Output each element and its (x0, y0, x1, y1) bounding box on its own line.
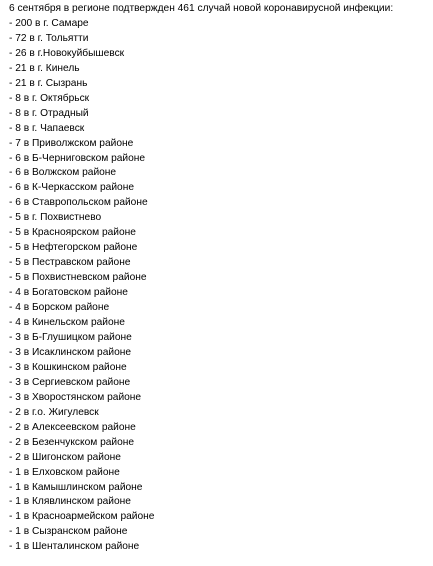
list-item: - 5 в Нефтегорском районе (9, 242, 138, 254)
list-item: - 5 в Красноярском районе (9, 227, 136, 239)
list-item: - 1 в Красноармейском районе (9, 511, 155, 523)
list-item: - 8 в г. Октябрьск (9, 92, 90, 104)
list-item: - 21 в г. Кинель (9, 62, 80, 74)
list-item: - 4 в Кинельском районе (9, 317, 125, 329)
list-item: - 3 в Сергиевском районе (9, 376, 131, 388)
list-item: - 8 в г. Отрадный (9, 107, 89, 119)
list-item: - 1 в Сызранском районе (9, 526, 128, 538)
list-item: - 1 в Камышлинском районе (9, 481, 143, 493)
list-item: - 5 в г. Похвистнево (9, 212, 102, 224)
case-list (9, 17, 427, 555)
list-item: - 5 в Пестравском районе (9, 257, 131, 269)
list-item: - 1 в Шенталинском районе (9, 541, 140, 553)
list-item: - 2 в Шигонском районе (9, 451, 121, 463)
list-item: - 5 в Похвистневском районе (9, 272, 147, 284)
list-item: - 3 в Исаклинском районе (9, 346, 132, 358)
list-item: - 26 в г.Новокуйбышевск (9, 47, 125, 59)
list-item: - 3 в Хворостянском районе (9, 391, 142, 403)
list-item: - 2 в г.о. Жигулевск (9, 406, 99, 418)
list-item: - 6 в Ставропольском районе (9, 197, 148, 209)
list-item: - 2 в Безенчукском районе (9, 436, 135, 448)
list-item: - 200 в г. Самаре (9, 17, 89, 29)
list-item: - 4 в Борском районе (9, 302, 110, 314)
list-item: - 3 в Кошкинском районе (9, 361, 127, 373)
list-item: - 6 в Б-Черниговском районе (9, 152, 146, 164)
list-item: - 21 в г. Сызрань (9, 77, 88, 89)
post-headline: 6 сентября в регионе подтвержден 461 случай новой коронавирусной инфекции: (9, 3, 394, 14)
list-item: - 8 в г. Чапаевск (9, 122, 85, 134)
list-item: - 1 в Елховском районе (9, 466, 120, 478)
list-item: - 3 в Б-Глушицком районе (9, 331, 132, 343)
list-item: - 6 в К-Черкасском районе (9, 182, 134, 194)
list-item: - 1 в Клявлинском районе (9, 496, 131, 508)
list-item: - 7 в Приволжском районе (9, 137, 134, 149)
list-item: - 2 в Алексеевском районе (9, 421, 136, 433)
list-item: - 4 в Богатовском районе (9, 287, 128, 299)
list-item: - 6 в Волжском районе (9, 167, 117, 179)
list-item: - 72 в г. Тольятти (9, 32, 89, 44)
